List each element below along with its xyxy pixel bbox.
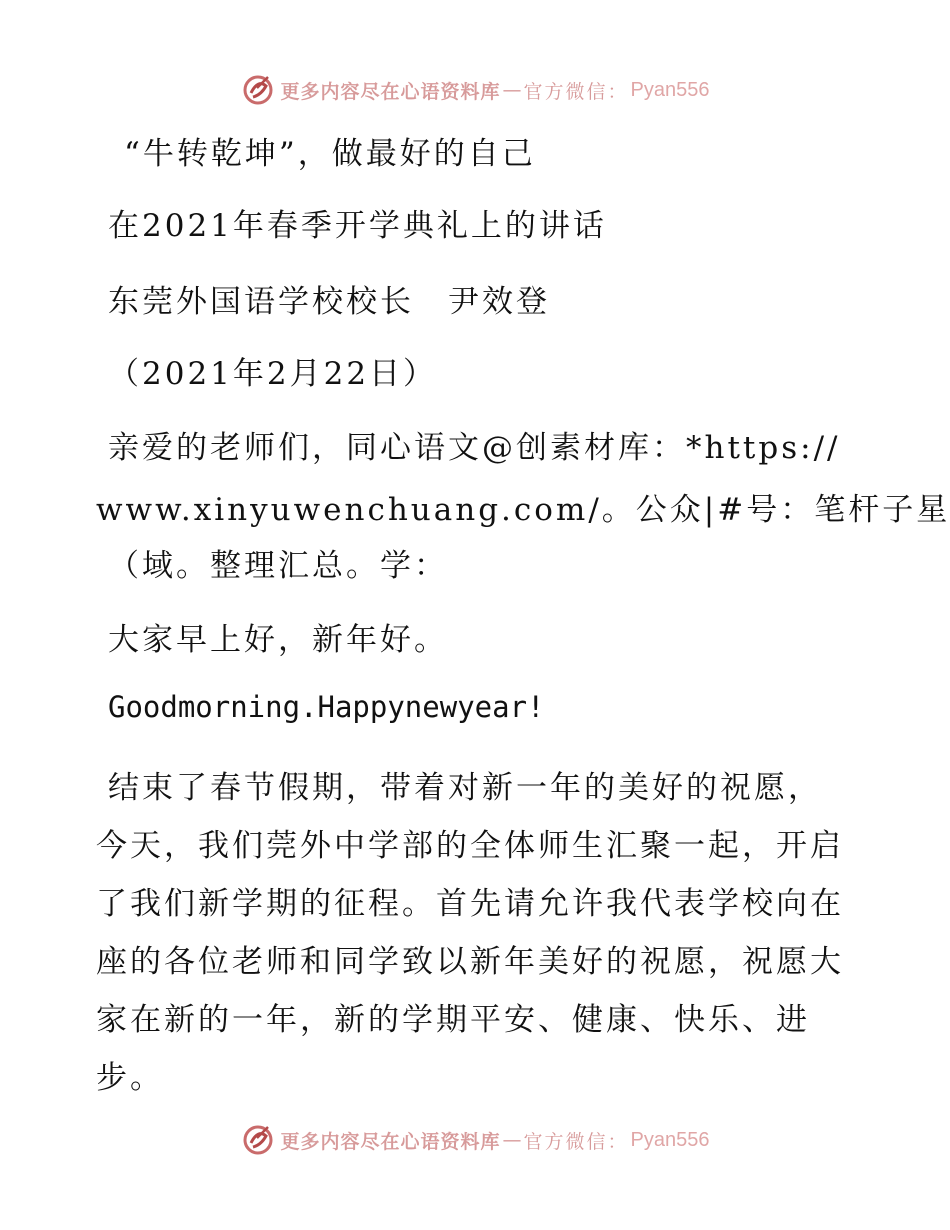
watermark-site-text: 更多内容尽在心语资料库 (280, 1130, 501, 1153)
document-title: “牛转乾坤”，做最好的自己 (124, 136, 536, 172)
red-swirl-logo-icon (241, 1123, 275, 1157)
greeting-line-2: www.xinyuwenchuang.com/。公众|#号：笔杆子星 (96, 492, 950, 528)
document-speaker: 东莞外国语学校校长 尹效登 (108, 284, 550, 320)
watermark-wechat-id: Pyan556 (630, 78, 710, 101)
header-watermark (0, 70, 950, 110)
greeting-line-3: （域。整理汇总。学： (108, 548, 448, 584)
watermark-wechat-label: 官方微信： (523, 80, 629, 103)
watermark-wechat-label: 官方微信： (523, 1130, 629, 1153)
paragraph-line-6: 步。 (96, 1060, 164, 1096)
hello-chinese: 大家早上好，新年好。 (108, 622, 448, 658)
watermark-site-text: 更多内容尽在心语资料库 (280, 80, 501, 103)
watermark-dash: — (502, 1129, 522, 1151)
watermark-wechat-id: Pyan556 (630, 1128, 710, 1151)
paragraph-line-1: 结束了春节假期，带着对新一年的美好的祝愿， (108, 770, 822, 806)
footer-watermark (0, 1120, 950, 1160)
paragraph-line-3: 了我们新学期的征程。首先请允许我代表学校向在 (96, 886, 844, 922)
paragraph-line-4: 座的各位老师和同学致以新年美好的祝愿，祝愿大 (96, 944, 844, 980)
hello-english: Goodmorning.Happynewyear! (108, 690, 545, 724)
red-swirl-logo-icon (241, 73, 275, 107)
paragraph-line-5: 家在新的一年，新的学期平安、健康、快乐、进 (96, 1002, 810, 1038)
watermark-dash: — (502, 79, 522, 101)
document-date: （2021年2月22日） (108, 356, 438, 392)
paragraph-line-2: 今天，我们莞外中学部的全体师生汇聚一起，开启 (96, 828, 844, 864)
document-subtitle: 在2021年春季开学典礼上的讲话 (108, 208, 607, 244)
greeting-line-1: 亲爱的老师们，同心语文@创素材库：*https:// (108, 430, 841, 466)
